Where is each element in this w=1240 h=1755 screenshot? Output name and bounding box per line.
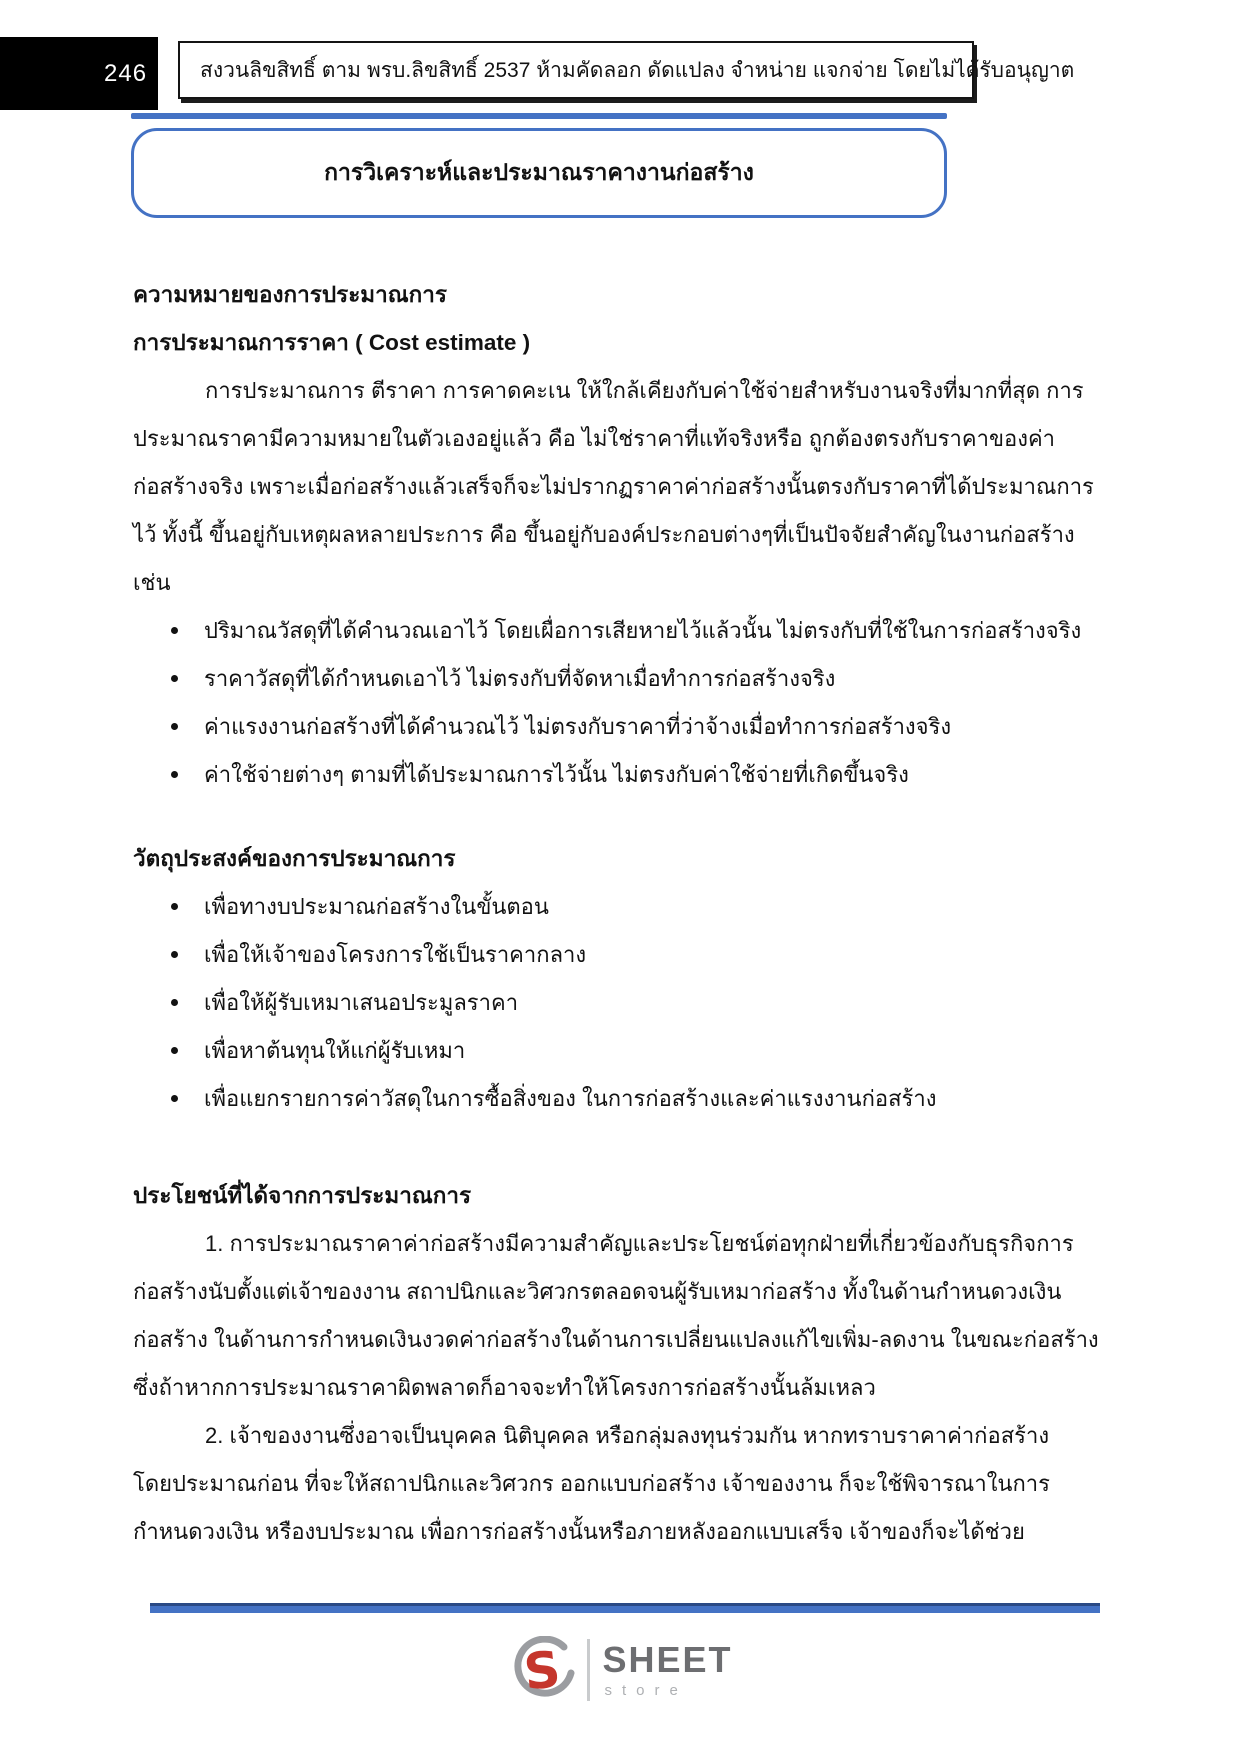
paragraph-line: กำหนดวงเงิน หรืองบประมาณ เพื่อการก่อสร้างนั้นหรือภายหลังออกแบบเสร็จ เจ้าของก็จะได้ช่วย: [133, 1518, 1025, 1544]
page-number-box: [0, 37, 158, 110]
bullet-icon: [171, 627, 178, 634]
paragraph-line: โดยประมาณก่อน ที่จะให้สถาปนิกและวิศวกร ออกแบบก่อสร้าง เจ้าของงาน ก็จะใช้พิจารณาในการ: [133, 1470, 1050, 1496]
copyright-banner: [178, 41, 1075, 99]
list-item: [133, 1074, 948, 1122]
page-number: 246: [104, 59, 148, 87]
bullet-icon: [171, 1095, 178, 1102]
bullet-icon: [171, 951, 178, 958]
list-item-text: เพื่อหาต้นทุนให้แก่ผู้รับเหมา: [204, 1037, 466, 1063]
paragraph-line: ซึ่งถ้าหากการประมาณราคาผิดพลาดก็อาจจะทำให้โครงการก่อสร้างนั้นล้มเหลว: [133, 1374, 876, 1400]
list-item: [133, 930, 948, 978]
list-item: [133, 882, 948, 930]
heading-objective: วัตถุประสงค์ของการประมาณการ: [133, 846, 456, 871]
paragraph-line: ก่อสร้างจริง เพราะเมื่อก่อสร้างแล้วเสร็จก็จะไม่ปรากฏราคาค่าก่อสร้างนั้นตรงกับราคาที่ได้ประมาณการ: [133, 473, 1094, 499]
footer-logo: [0, 1628, 1240, 1712]
logo-divider: [587, 1639, 590, 1701]
list-item-text: เพื่อให้เจ้าของโครงการใช้เป็นราคากลาง: [204, 941, 587, 967]
copyright-text: สงวนลิขสิทธิ์ ตาม พรบ.ลิขสิทธิ์ 2537 ห้ามคัดลอก ดัดแปลง จำหน่าย แจกจ่าย โดยไม่ได้รับอนุญาต: [200, 58, 1075, 82]
list-item: [133, 1026, 948, 1074]
title-top-rule: [131, 113, 947, 119]
bullet-icon: [171, 999, 178, 1006]
sheet-store-logo-icon: [507, 1636, 575, 1704]
list-item: [133, 750, 948, 798]
paragraph-line: การประมาณการ ตีราคา การคาดคะเน ให้ใกล้เคียงกับค่าใช้จ่ายสำหรับงานจริงที่มากที่สุด การ: [205, 377, 1084, 403]
heading-benefit: ประโยชน์ที่ได้จากการประมาณการ: [133, 1183, 472, 1208]
footer-rule: [150, 1603, 1100, 1613]
bullet-icon: [171, 723, 178, 730]
list-item-text: เพื่อให้ผู้รับเหมาเสนอประมูลราคา: [204, 989, 519, 1015]
logo-wordmark: [602, 1639, 733, 1699]
logo-brand-sub: store: [604, 1682, 688, 1699]
bullet-icon: [171, 675, 178, 682]
paragraph-line: ก่อสร้างนับตั้งแต่เจ้าของงาน สถาปนิกและวิศวกรตลอดจนผู้รับเหมาก่อสร้าง ทั้งในด้านกำหนดวงเงิน: [133, 1278, 1062, 1304]
list-item-text: เพื่อแยกรายการค่าวัสดุในการซื้อสิ่งของ ในการก่อสร้างและค่าแรงงานก่อสร้าง: [204, 1085, 937, 1111]
bullet-icon: [171, 771, 178, 778]
list-item-text: ค่าใช้จ่ายต่างๆ ตามที่ได้ประมาณการไว้นั้น ไม่ตรงกับค่าใช้จ่ายที่เกิดขึ้นจริง: [204, 761, 909, 787]
bullet-icon: [171, 1047, 178, 1054]
paragraph-line: ก่อสร้าง ในด้านการกำหนดเงินงวดค่าก่อสร้างในด้านการเปลี่ยนแปลงแก้ไขเพิ่ม-ลดงาน ในขณะก่อสร้าง: [133, 1326, 1099, 1352]
list-item: [133, 654, 948, 702]
paragraph-line: ไว้ ทั้งนี้ ขึ้นอยู่กับเหตุผลหลายประการ คือ ขึ้นอยู่กับองค์ประกอบต่างๆที่เป็นปัจจัยสำคัญในงานก่อสร้าง: [133, 521, 1075, 547]
heading-meaning: ความหมายของการประมาณการ: [133, 282, 447, 307]
logo-letter: S: [521, 1640, 564, 1702]
title-box: [131, 128, 947, 218]
heading-cost-estimate: การประมาณการราคา ( Cost estimate ): [133, 330, 531, 355]
bullet-icon: [171, 903, 178, 910]
title-block: [131, 113, 947, 218]
list-item-text: ค่าแรงงานก่อสร้างที่ได้คำนวณไว้ ไม่ตรงกับราคาที่ว่าจ้างเมื่อทำการก่อสร้างจริง: [204, 713, 952, 739]
list-item: [133, 702, 952, 750]
spacer: [133, 798, 948, 834]
list-item: [133, 606, 1082, 654]
paragraph-line: ประมาณราคามีความหมายในตัวเองอยู่แล้ว คือ ไม่ใช่ราคาที่แท้จริงหรือ ถูกต้องตรงกับราคาของค่า: [133, 425, 1056, 451]
page-title: การวิเคราะห์และประมาณราคางานก่อสร้าง: [324, 159, 754, 185]
paragraph-line: 1. การประมาณราคาค่าก่อสร้างมีความสำคัญและประโยชน์ต่อทุกฝ่ายที่เกี่ยวข้องกับธุรกิจการ: [205, 1230, 1074, 1256]
spacer: [133, 1122, 948, 1171]
list-item-text: ราคาวัสดุที่ได้กำหนดเอาไว้ ไม่ตรงกับที่จัดหาเมื่อทำการก่อสร้างจริง: [204, 665, 836, 691]
document-body: [133, 270, 1099, 1555]
list-item-text: ปริมาณวัสดุที่ได้คำนวณเอาไว้ โดยเผื่อการเสียหายไว้แล้วนั้น ไม่ตรงกับที่ใช้ในการก่อสร้างจริง: [204, 617, 1082, 643]
paragraph-line: เช่น: [133, 569, 171, 595]
list-item-text: เพื่อทางบประมาณก่อสร้างในขั้นตอน: [204, 893, 549, 919]
logo-brand: SHEET: [602, 1639, 733, 1680]
list-item: [133, 978, 948, 1026]
paragraph-line: 2. เจ้าของงานซึ่งอาจเป็นบุคคล นิติบุคคล หรือกลุ่มลงทุนร่วมกัน หากทราบราคาค่าก่อสร้าง: [205, 1422, 1050, 1448]
